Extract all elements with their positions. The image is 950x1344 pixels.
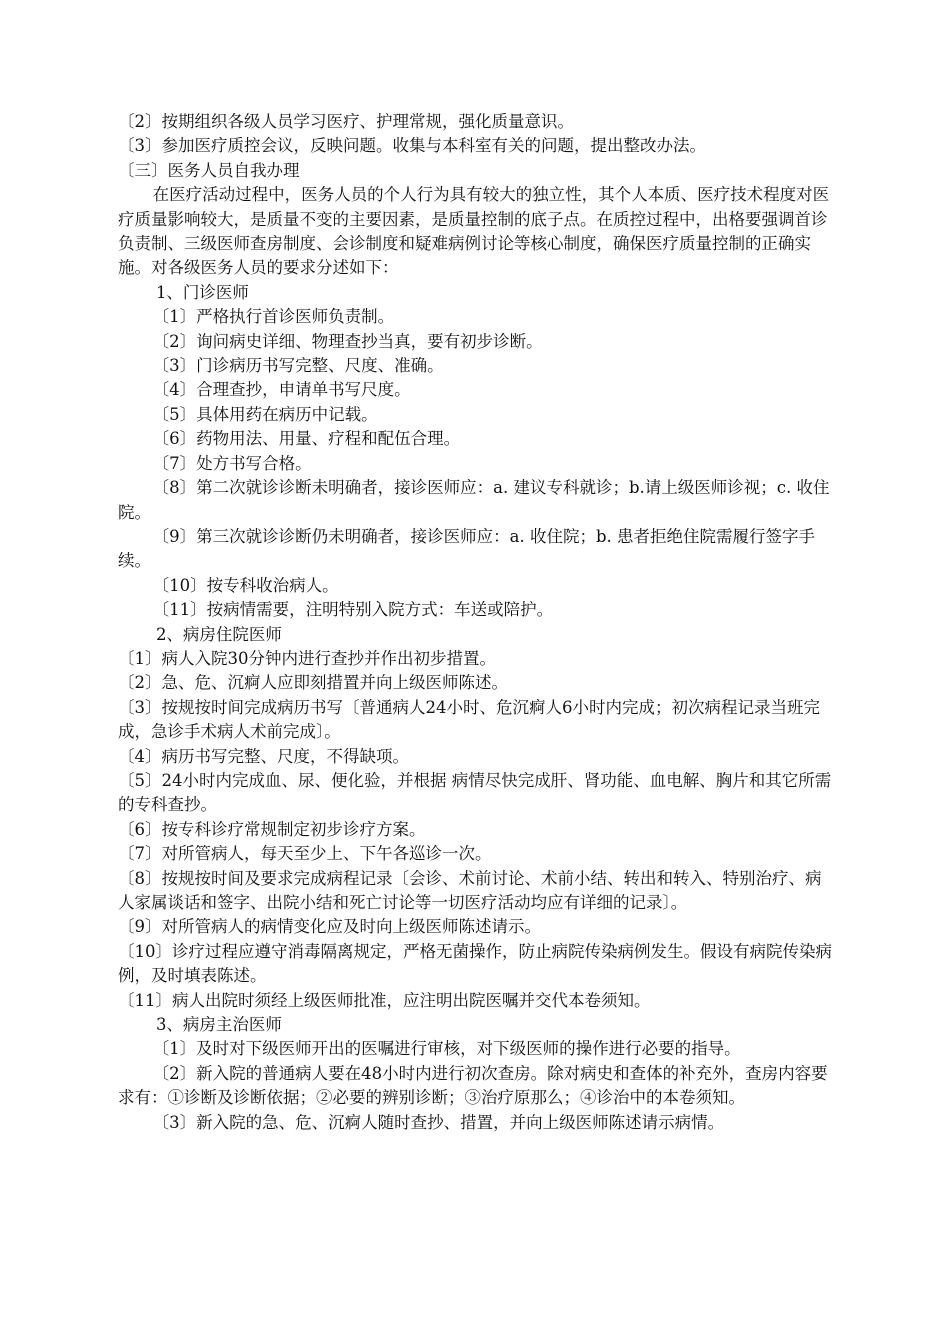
subsection-heading: 1、门诊医师 [155,282,249,302]
list-item: 〔8〕第二次就诊诊断未明确者，接诊医师应：a. 建议专科就诊；b.请上级医师诊视；c. 收住院。 [118,478,830,522]
paragraph: 〔2〕按期组织各级人员学习医疗、护理常规，强化质量意识。 [118,112,574,131]
list-item: 〔7〕处方书写合格。 [152,453,312,473]
list-item: 〔5〕24小时内完成血、尿、便化验，并根据 病情尽快完成肝、肾功能、血电解、胸片和其它所需的专科查抄。 [118,770,832,815]
list-item: 〔3〕新入院的急、危、沉痾人随时查抄、措置，并向上级医师陈述请示病情。 [152,1112,725,1132]
list-item: 〔10〕诊疗过程应遵守消毒隔离规定，严格无菌操作，防止病院传染病例发生。假设有病院传染病例，及时填表陈述。 [118,941,832,986]
paragraph: 在医疗活动过程中，医务人员的个人行为具有较大的独立性，其个人本质、医疗技术程度对医疗质量影响较大，是质量不变的主要因素，是质量控制的底子点。在质控过程中，出格要强调首诊负责制、三级医师查房制度、会诊制度和疑难病例讨论等核心制度，确保医疗质量控制的正确实施。对各级医务人员的要求分述如下： [118,185,830,278]
list-item: 〔4〕病历书写完整、尺度，不得缺项。 [118,746,409,766]
list-item: 〔9〕对所管病人的病情变化应及时向上级医师陈述请示。 [118,917,541,937]
list-item: 〔6〕药物用法、用量、疗程和配伍合理。 [152,429,461,449]
paragraph: 〔3〕参加医疗质控会议，反映问题。收集与本科室有关的问题，提出整改办法。 [118,136,706,156]
list-item: 〔2〕询问病史详细、物理查抄当真，要有初步诊断。 [152,331,543,351]
list-item: 〔1〕及时对下级医师开出的医嘱进行审核，对下级医师的操作进行必要的指导。 [152,1039,741,1059]
list-item: 〔2〕急、危、沉痾人应即刻措置并向上级医师陈述。 [118,673,508,693]
document-body [118,110,834,1135]
list-item: 〔4〕合理查抄，申请单书写尺度。 [152,380,411,400]
list-item: 〔9〕第三次就诊诊断仍未明确者，接诊医师应：a. 收住院；b. 患者拒绝住院需履行签字手续。 [118,526,816,571]
subsection-heading: 3、病房主治医师 [155,1015,282,1035]
list-item: 〔1〕病人入院30分钟内进行查抄并作出初步措置。 [118,648,496,668]
subsection-heading: 2、病房住院医师 [155,624,282,644]
list-item: 〔7〕对所管病人，每天至少上、下午各巡诊一次。 [118,844,492,864]
list-item: 〔8〕按规按时间及要求完成病程记录〔会诊、术前讨论、术前小结、转出和转入、特别治疗、病人家属谈话和签字、出院小结和死亡讨论等一切医疗活动均应有详细的记录〕。 [118,868,822,912]
list-item: 〔5〕具体用药在病历中记载。 [152,404,378,424]
list-item: 〔10〕按专科收治病人。 [152,575,339,595]
list-item: 〔3〕门诊病历书写完整、尺度、准确。 [152,356,444,376]
list-item: 〔6〕按专科诊疗常规制定初步诊疗方案。 [118,819,426,839]
section-heading: 〔三〕医务人员自我办理 [118,160,300,180]
list-item: 〔2〕新入院的普通病人要在48小时内进行初次查房。除对病史和查体的补充外，查房内容要求有：①诊断及诊断依据；②必要的辨别诊断；③治疗原那么；④诊治中的本卷须知。 [118,1063,828,1108]
list-item: 〔11〕病人出院时须经上级医师批准，应注明出院医嘱并交代本卷须知。 [118,990,651,1010]
list-item: 〔3〕按规按时间完成病历书写〔普通病人24小时、危沉痾人6小时内完成；初次病程记录当班完成，急诊手术病人术前完成〕。 [118,697,820,742]
list-item: 〔11〕按病情需要，注明特别入院方式：车送或陪护。 [152,600,554,620]
list-item: 〔1〕严格执行首诊医师负责制。 [152,307,395,327]
